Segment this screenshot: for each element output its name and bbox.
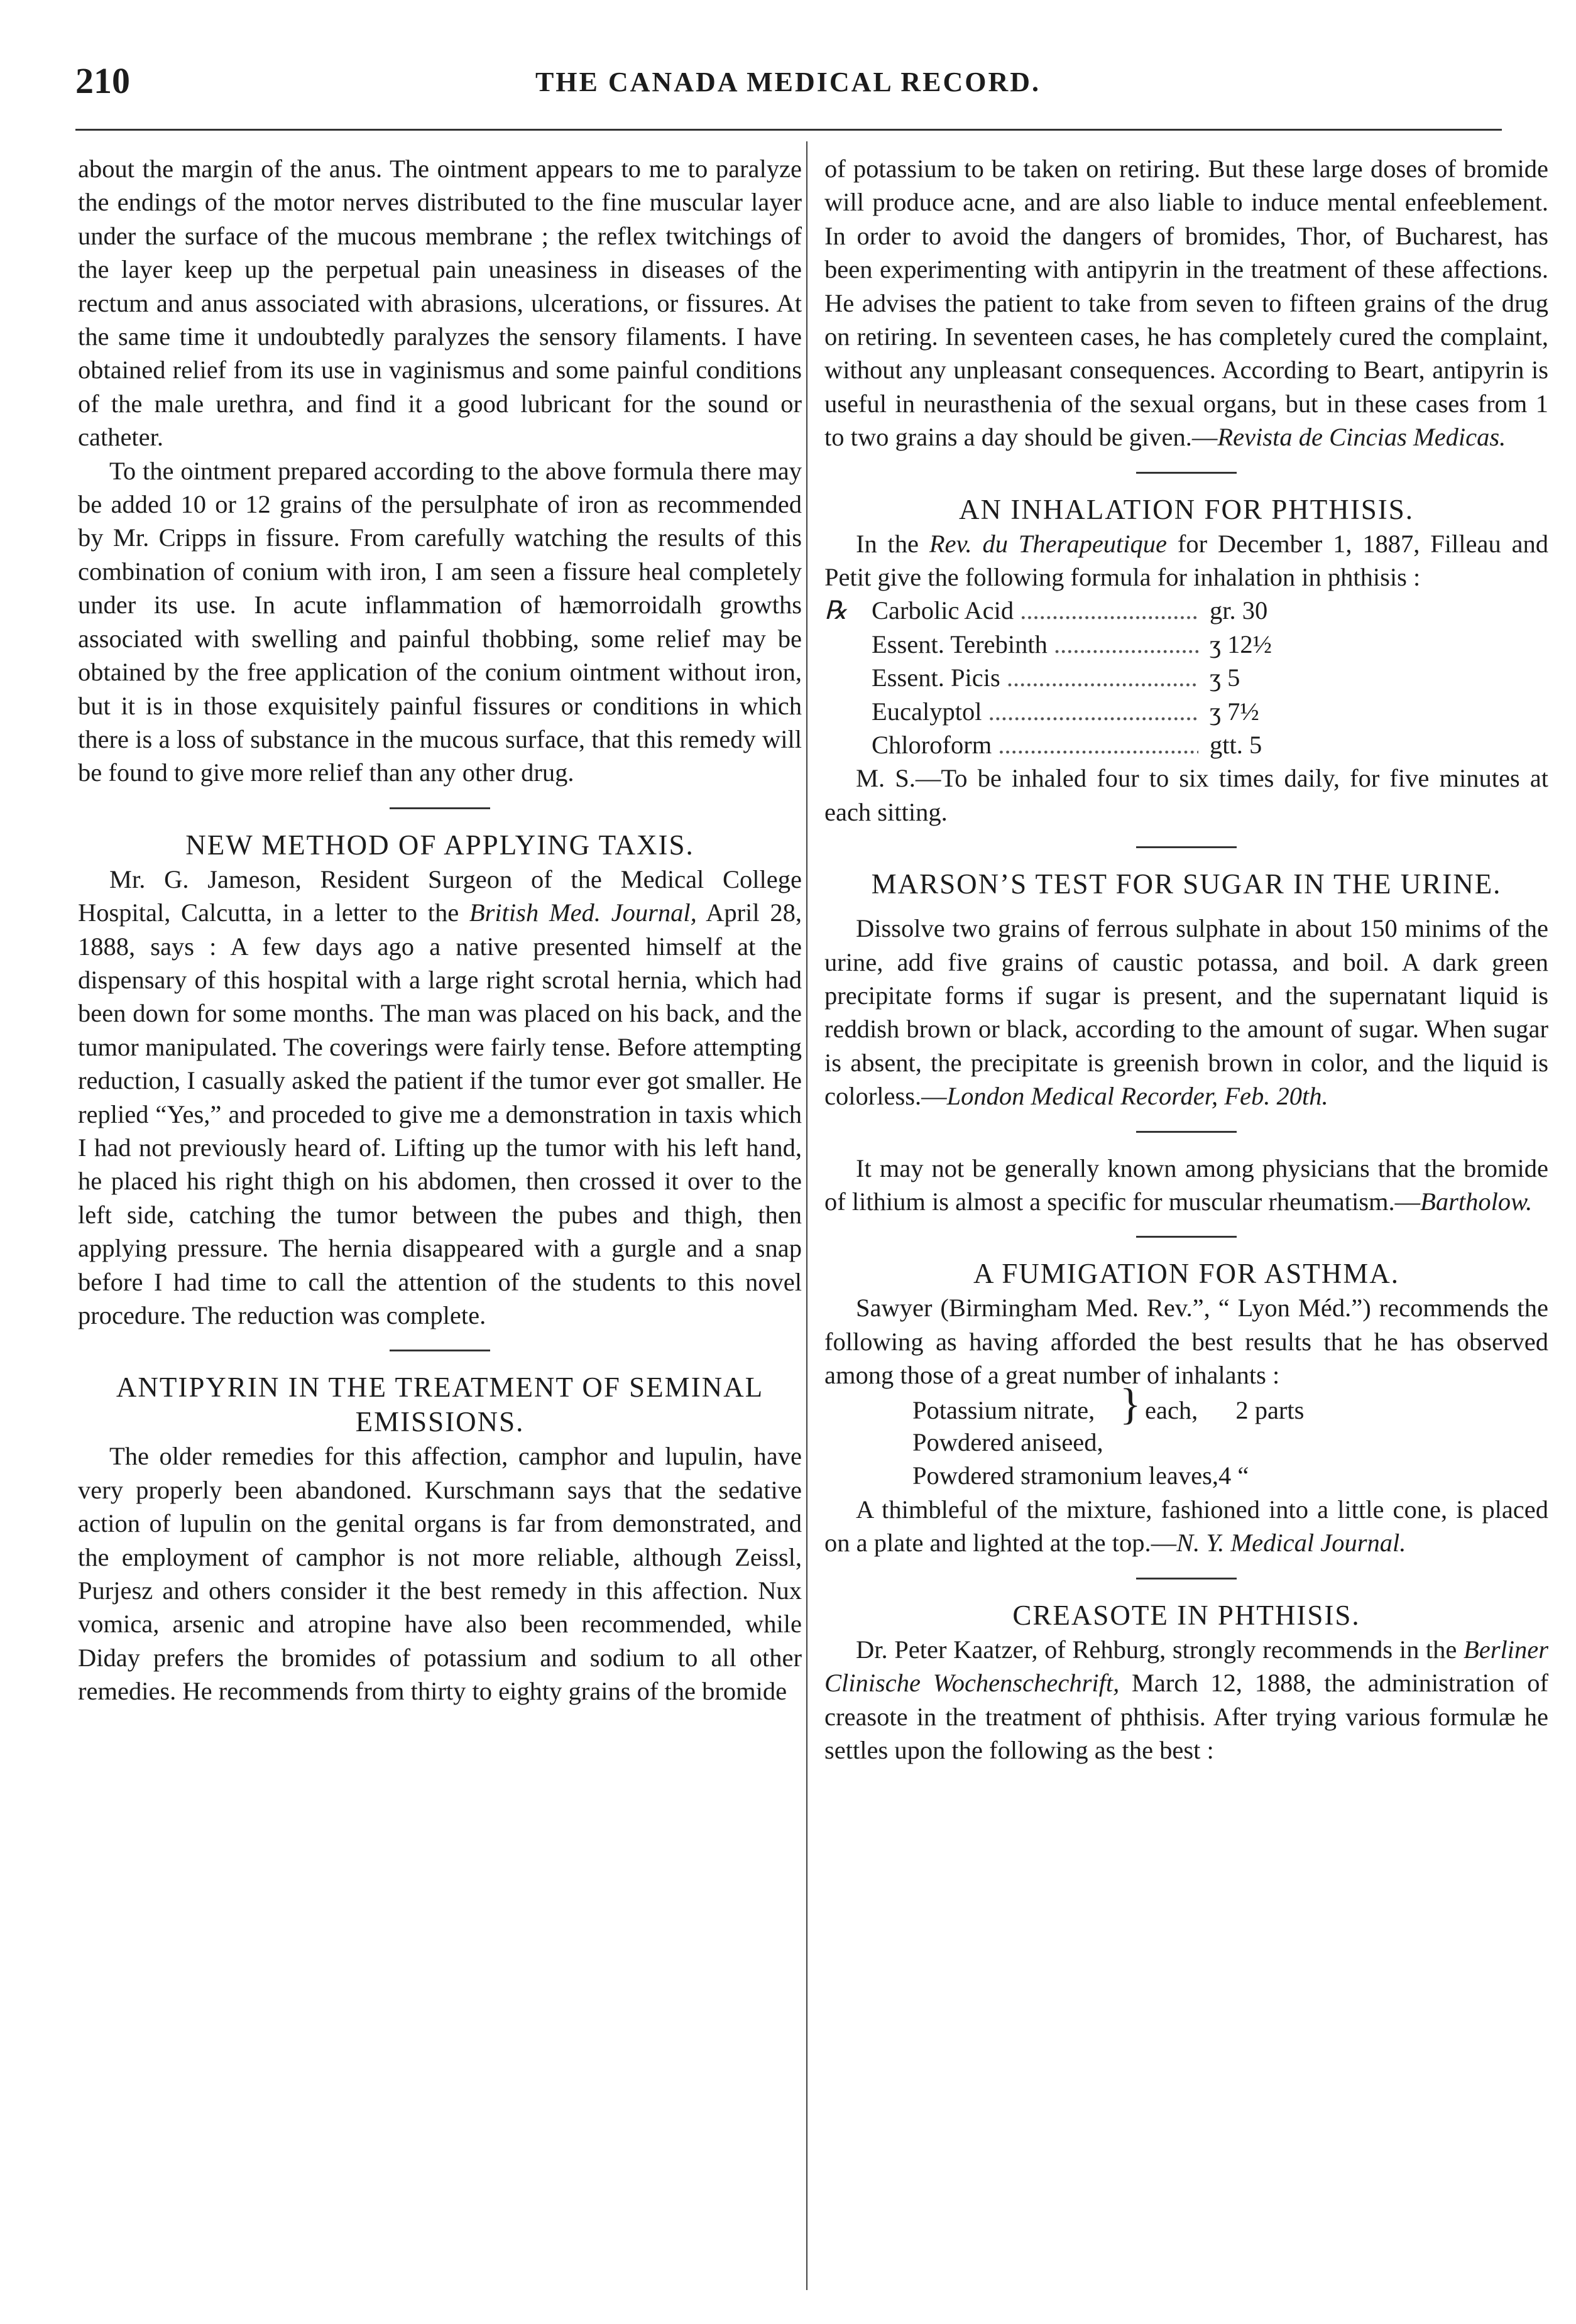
ingredient-name: Essent. Terebinth ..... <box>872 628 1198 661</box>
source-citation: Bartholow. <box>1420 1187 1533 1216</box>
paragraph: A thimbleful of the mixture, fashioned into a little cone, is placed on a plate and lighted at the top.—N. Y. Medical Journal. <box>824 1495 1548 1558</box>
paragraph: Dissolve two grains of ferrous sulphate in about 150 minims of the urine, add five grains of caustic potassa, and boil. A dark green precipitate forms if sugar is present, and the supernatant liquid is reddish brown or black, according to the amount of sugar. When sugar is absent, the precipitate is greenish brown in color, and the liquid is colorless.—London Medical Recorder, Feb. 20th. <box>824 914 1548 1111</box>
section-separator <box>390 807 490 809</box>
ingredient-dose: gtt. 5 <box>1210 731 1262 760</box>
journal-reference: Rev. du Therapeutique <box>929 529 1168 558</box>
paragraph: Mr. G. Jameson, Resident Surgeon of the Medical College Hospital, Calcutta, in a letter to the British Med. Journal, April 28, 1888, says : A few days ago a native presented himself at the dispensary of this hospital with a large right scrotal hernia, which had been down for some months. The man was placed on his back, and the tumor manipulated. The coverings were fairly tense. Before attempting reduction, I casually asked the patient if the tumor ever got smaller. He replied “Yes,” and proceded to give me a demonstration in taxis which I had not previously heard of. Lifting up the tumor with his left hand, he placed his right thigh on his abdomen, then crossed it over to the left side, catching the tumor between the pubes and thigh, then applying pressure. The hernia disappeared with a gurgle and a snap before I had time to call the attention of the students to this novel procedure. The reduction was complete. <box>78 865 802 1329</box>
ingredient-name: Powdered aniseed, <box>912 1428 1103 1457</box>
prescription-row <box>824 594 1548 627</box>
page-number: 210 <box>75 60 130 101</box>
paragraph: of potassium to be taken on retiring. But these large doses of bromide will produce acne, and are also liable to induce mental enfeeblement. In order to avoid the dangers of bromides, Thor, of Bucharest, has been experimenting with antipyrin in the treatment of these affections. He advises the patient to take from seven to fifteen grains of the drug on retiring. In seventeen cases, he has completely cured the complaint, without any unpleasant consequences. According to Beart, antipyrin is useful in neurasthenia of the sexual organs, but in these cases from 1 to two grains a day should be given.—Revista de Cincias Medicas. <box>824 155 1548 452</box>
journal-reference: British Med. Journal, <box>469 898 697 927</box>
section-title-marson: MARSON’S TEST FOR SUGAR IN THE URINE. <box>871 868 1502 900</box>
formula-parts: 2 parts <box>1235 1395 1305 1424</box>
source-citation: Revista de Cincias Medicas. <box>1217 423 1506 452</box>
section-separator <box>1136 472 1237 474</box>
section-title-taxis: NEW METHOD OF APPLYING TAXIS. <box>185 829 694 861</box>
ingredient-dose: ʒ 5 <box>1210 663 1240 692</box>
paragraph: about the margin of the anus. The ointment appears to me to paralyze the endings of the motor nerves distributed to the fine muscular layer under the surface of the mucous membrane ; the reflex twitchings of the layer keep up the perpetual pain uneasiness in diseases of the rectum and anus associated with abrasions, ulcerations, or fissures. At the same time it undoubtedly paralyzes the sensory filaments. I have obtained relief from its use in vaginismus and some painful conditions of the male urethra, and find it a good lubricant for the sound or catheter. <box>78 155 802 452</box>
section-separator <box>1136 1578 1237 1579</box>
paragraph: In the Rev. du Therapeutique for December 1, 1887, Filleau and Petit give the following formula for inhalation in phthisis : <box>824 529 1548 592</box>
section-separator <box>390 1350 490 1351</box>
paragraph: To the ointment prepared according to the above formula there may be added 10 or 12 grains of the persulphate of iron as recommended by Mr. Cripps in fissure. From carefully watching the results of this combination of conium with iron, I am seen a fissure heal completely under its use. In acute inflammation of hæmorroidalh growths associated with swelling and painful thobbing, some relief may be obtained by the free application of the conium ointment without iron, but it is in those exquisitely painful fissures or conditions in which there is a loss of substance in the mucous surface, that this remedy will be found to give more relief than any other drug. <box>78 456 802 787</box>
ingredient-name: Chloroform ..... <box>872 728 1198 761</box>
section-separator <box>1136 846 1237 848</box>
source-citation: London Medical Recorder, Feb. 20th. <box>946 1082 1328 1111</box>
prescription-row <box>824 628 1548 661</box>
recipe-symbol-icon: ℞ <box>824 596 848 625</box>
ingredient-dose: ʒ 12½ <box>1210 630 1272 658</box>
ingredient-name: Powdered stramonium leaves,4 “ <box>912 1461 1249 1490</box>
paragraph: It may not be generally known among physicians that the bromide of lithium is almost a specific for muscular rheumatism.—Bartholow. <box>824 1154 1548 1216</box>
formula-row <box>824 1459 1548 1492</box>
ingredient-dose: ʒ 7½ <box>1210 697 1259 726</box>
paragraph: Sawyer (Birmingham Med. Rev.”, “ Lyon Méd.”) recommends the following as having afforded the best results that he has observed among those of a great number of inhalants : <box>824 1294 1548 1390</box>
ingredient-name: Eucalyptol ..... <box>872 695 1198 728</box>
header-rule <box>75 129 1502 131</box>
section-separator <box>1136 1131 1237 1133</box>
formula-each: each, <box>1145 1395 1198 1424</box>
ingredient-name: Potassium nitrate, <box>912 1395 1095 1424</box>
paragraph: The older remedies for this affection, camphor and lupulin, have very properly been abandoned. Kurschmann says that the sedative action of lupulin on the genital organs is far from demonstrated, and the employment of camphor is not more reliable, although Zeissl, Purjesz and others consider it the best remedy in this affection. Nux vomica, arsenic and atropine have also been recommended, while Diday prefers the bromides of potassium and sodium to all other remedies. He recommends from thirty to eighty grains of the bromide <box>78 1442 802 1706</box>
column-divider <box>806 141 807 2290</box>
section-title-creasote: CREASOTE IN PHTHISIS. <box>1012 1599 1360 1631</box>
ingredient-name: Essent. Picis ..... <box>872 661 1198 694</box>
paragraph: Dr. Peter Kaatzer, of Rehburg, strongly recommends in the Berliner Clinische Wochenschechrift, March 12, 1888, the administration of creasote in the treatment of phthisis. After trying various formulæ he settles upon the following as the best : <box>824 1635 1548 1764</box>
paragraph: M. S.—To be inhaled four to six times daily, for five minutes at each sitting. <box>824 764 1548 826</box>
prescription-row <box>824 728 1548 761</box>
prescription-row <box>824 695 1548 728</box>
formula-row <box>824 1380 1548 1429</box>
formula-row <box>824 1426 1548 1459</box>
fumigation-formula <box>824 1380 1548 1493</box>
section-separator <box>1136 1236 1237 1238</box>
ingredient-dose: gr. 30 <box>1210 596 1268 625</box>
right-column <box>824 152 1548 2288</box>
running-header <box>75 60 1501 110</box>
left-column <box>78 152 802 2288</box>
prescription-row <box>824 661 1548 694</box>
section-title-inhalation: AN INHALATION FOR PHTHISIS. <box>958 493 1414 525</box>
section-title-fumigation: A FUMIGATION FOR ASTHMA. <box>973 1258 1400 1290</box>
source-citation: N. Y. Medical Journal. <box>1176 1529 1406 1558</box>
prescription-formula <box>824 594 1548 761</box>
brace-icon: } <box>1120 1380 1141 1429</box>
journal-reference: Berliner Clinische Wochenschechrift, <box>824 1635 1548 1698</box>
journal-title: THE CANADA MEDICAL RECORD. <box>535 67 1041 97</box>
ingredient-name: Carbolic Acid ..... <box>872 594 1198 627</box>
section-title-antipyrin: ANTIPYRIN IN THE TREATMENT OF SEMINAL EMISSIONS. <box>116 1372 764 1438</box>
